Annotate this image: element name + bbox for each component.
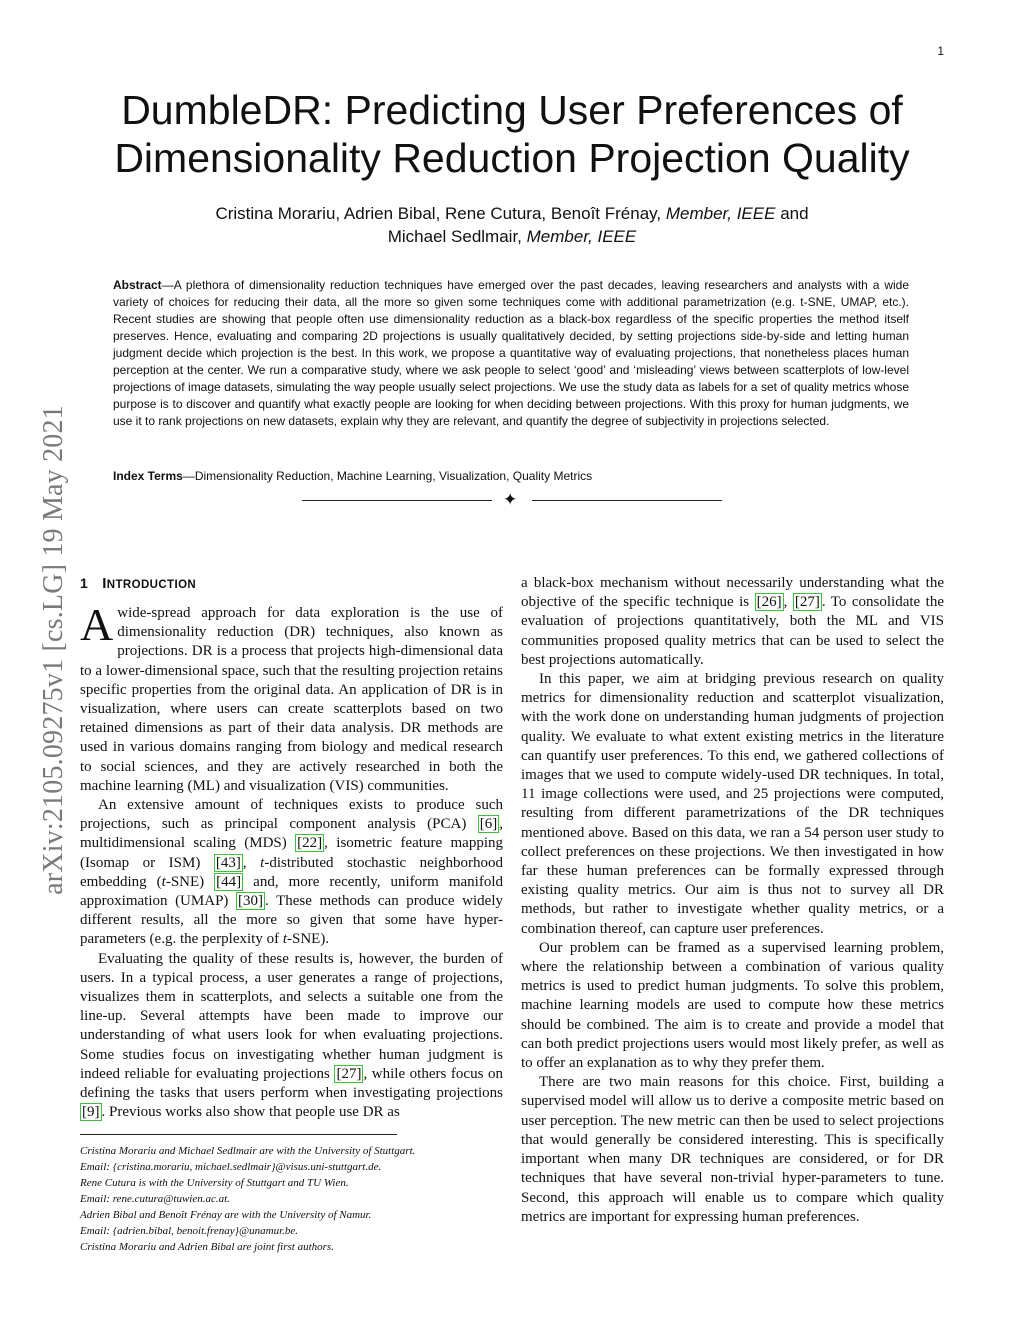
section-heading [80, 574, 503, 594]
citation-link[interactable]: [44] [216, 873, 242, 890]
page-number: 1 [937, 44, 944, 58]
text-run: , multidimensional scaling (MDS) [80, 816, 503, 852]
intro-paragraph-3 [80, 950, 503, 1123]
author-conjunction: and [780, 204, 809, 223]
citation-link[interactable]: [26] [756, 594, 782, 611]
paper-title: DumbleDR: Predicting User Preferences of Dimensionality Reduction Projection Quality [114, 87, 910, 181]
footnote-line: Email: {adrien.bibal, benoit.frenay}@unamur.be. [80, 1225, 299, 1237]
author-line-1 [140, 202, 884, 225]
footnote-line: Cristina Morariu and Adrien Bibal are joint first authors. [80, 1241, 334, 1253]
abstract-label: Abstract [113, 278, 162, 292]
text-run: -SNE) [165, 873, 215, 890]
citation-link[interactable]: [22] [297, 835, 323, 852]
divider-rule-left [302, 500, 492, 501]
intro-paragraph-7: There are two main reasons for this choice. First, building a supervised model will allow us to derive a composite metric based on user perception. The new metric can then be used to select projections that would generally be considered interesting. This is specifically important when many DR techniques are considered, or for DR techniques that have several non-trivial hyper-parameters to tune. Second, this approach will enable us to compare which quality metrics are important for expressing human preferences. [521, 1074, 944, 1225]
section-title-rest: NTRODUCTION [106, 579, 197, 591]
abstract-text: —A plethora of dimensionality reduction techniques have emerged over the past decades, leaving researchers and analysts with a wide variety of choices for reducing their data, all the more so given some techniques come with additional parametrization (e.g. t-SNE, UMAP, etc.). Recent studies are showing that people often use dimensionality reduction as a black-box regardless of the specific properties the method itself preserves. Hence, evaluating and comparing 2D projections is usually qualitatively decided, by setting projections side-by-side and letting human judgment decide which projection is the best. In this work, we propose a quantitative way of evaluating projections, that nonetheless places human perception at the center. We run a comparative study, where we ask people to select ‘good’ and ‘misleading’ views between scatterplots of low-level projections of image datasets, simulating the way people usually select projections. We use the study data as labels for a set of quality metrics whose purpose is to discover and quantify what exactly people are looking for when deciding between projections. With this proxy for human judgments, we use it to rank projections on new datasets, explain why they are relevant, and quantify the degree of subjectivity in projections selected. [113, 278, 909, 428]
author-footnotes [80, 1143, 520, 1255]
footnote-line: Email: rene.cutura@tuwien.ac.at. [80, 1193, 230, 1205]
text-run: , while others focus on defining the tasks that users perform when investigating projections [80, 1065, 503, 1102]
text-run: . Previous works also show that people use DR as [101, 1104, 400, 1121]
intro-paragraph-1-text: wide-spread approach for data exploration is the use of dimensionality reduction (DR) techniques, also known as projections. DR is a process that projects high-dimensional data to a lower-dimensional space, such that the resulting projection retains specific properties from the original data. An application of DR is in visualization, where users can create scatterplots based on two retained dimensions as part of their data analysis. DR methods are used in various domains ranging from biology and medical research to social sciences, and they are actively researched in both the machine learning (ML) and visualization (VIS) communities. [80, 605, 503, 794]
intro-paragraph-2 [80, 796, 503, 950]
divider-rule-right [532, 500, 722, 501]
citation-link[interactable]: [6] [479, 816, 498, 833]
text-run: -distributed stochastic neighborhood embedding ( [80, 854, 503, 890]
index-terms [113, 468, 909, 485]
intro-paragraph-1 [80, 599, 503, 796]
right-column [521, 574, 944, 1227]
text-run: a black-box mechanism without necessarily understanding what the objective of the specific technique is [521, 575, 944, 611]
footnote-rule [80, 1134, 397, 1135]
index-terms-label: Index Terms [113, 469, 183, 483]
left-column [80, 574, 503, 1122]
abstract [113, 277, 909, 430]
footnote-line: Cristina Morariu and Michael Sedlmair are with the University of Stuttgart. [80, 1145, 416, 1157]
arxiv-identifier: arXiv:2105.09275v1 [cs.LG] 19 May 2021 [38, 405, 69, 895]
math-symbol: t [282, 931, 288, 948]
citation-link[interactable]: [43] [215, 854, 241, 871]
index-terms-text: —Dimensionality Reduction, Machine Learning, Visualization, Quality Metrics [182, 469, 593, 483]
citation-link[interactable]: [30] [238, 893, 263, 910]
section-title-initial: I [102, 575, 107, 592]
text-run: and, more recently, uniform manifold approximation (UMAP) [80, 873, 503, 910]
author-membership-last: Member, IEEE [526, 227, 637, 246]
text-run: Evaluating the quality of these results is, however, the burden of users. In a typical process, a user generates a range of projections, visualizes them in scatterplots, and selects a suitable one from the line-up. Several attempts have been made to improve our understanding of what users look for when evaluating projections. Some studies focus on investigating whether human judgment is indeed reliable for evaluating projections [80, 950, 503, 1082]
footnote-line: Rene Cutura is with the University of Stuttgart and TU Wien. [80, 1177, 349, 1189]
section-number: 1 [80, 575, 89, 591]
intro-paragraph-5: In this paper, we aim at bridging previous research on quality metrics for dimensionality reduction and scatterplot visualization, with the work done on understanding human judgments of projection quality. We evaluate to what extent existing metrics in the literature can quantify user preferences. To this end, we gathered collections of images that we used to compute widely-used DR techniques. In total, 11 image collections were used, and 25 projections were computed, resulting from different parametrizations of the DR techniques mentioned above. Based on this data, we ran a 54 person user study to collect preferences on these projections. We then investigated in how far these human preferences can be formally expressed through existing quality metrics. Our aim is thus not to survey all DR methods, but rather to investigate whether quality metrics, or a combination thereof, can capture user preferences. [521, 671, 944, 937]
author-list [140, 202, 884, 248]
drop-cap: A [80, 599, 114, 650]
intro-paragraph-6: Our problem can be framed as a supervised learning problem, where the relationship between a combination of various quality metrics is used to predict human judgments. To solve this problem, machine learning models are used to compute how these metrics should be combined. The aim is to create and provide a model that can both predict projections users would most likely prefer, as well as to offer an explanation as to why they prefer them. [521, 939, 944, 1072]
footnote-line: Adrien Bibal and Benoît Frénay are with the University of Namur. [80, 1209, 372, 1221]
text-run: An extensive amount of techniques exists to produce such projections, such as principal component analysis (PCA) [80, 797, 503, 833]
author-names: Cristina Morariu, Adrien Bibal, Rene Cutura, Benoît Frénay, [215, 204, 662, 223]
text-run: -SNE). [287, 931, 330, 948]
author-line-2 [140, 225, 884, 248]
author-membership: Member, IEEE [665, 204, 776, 223]
text-run: , isometric feature mapping (Isomap or ISM) [80, 835, 503, 871]
text-run: . These methods can produce widely different results, all the more so given that some have hyper-parameters (e.g. the perplexity of [80, 893, 503, 948]
math-symbol: t [161, 873, 166, 890]
section-divider [302, 490, 722, 509]
text-run: . To consolidate the evaluation of projections quantitatively, both the ML and VIS communities proposed quality metrics that can be used to select the best projections automatically. [521, 594, 945, 668]
text-run: , [783, 594, 793, 611]
divider-diamond-icon: ✦ [503, 490, 518, 509]
intro-paragraph-4 [521, 574, 944, 670]
footnote-line: Email: {cristina.morariu, michael.sedlmair}@visus.uni-stuttgart.de. [80, 1161, 382, 1173]
text-run: , [242, 854, 261, 871]
citation-link[interactable]: [27] [336, 1065, 362, 1082]
citation-link[interactable]: [9] [82, 1104, 100, 1121]
math-symbol: t [260, 854, 265, 871]
citation-link[interactable]: [27] [794, 594, 820, 611]
author-name-last: Michael Sedlmair, [387, 227, 522, 246]
